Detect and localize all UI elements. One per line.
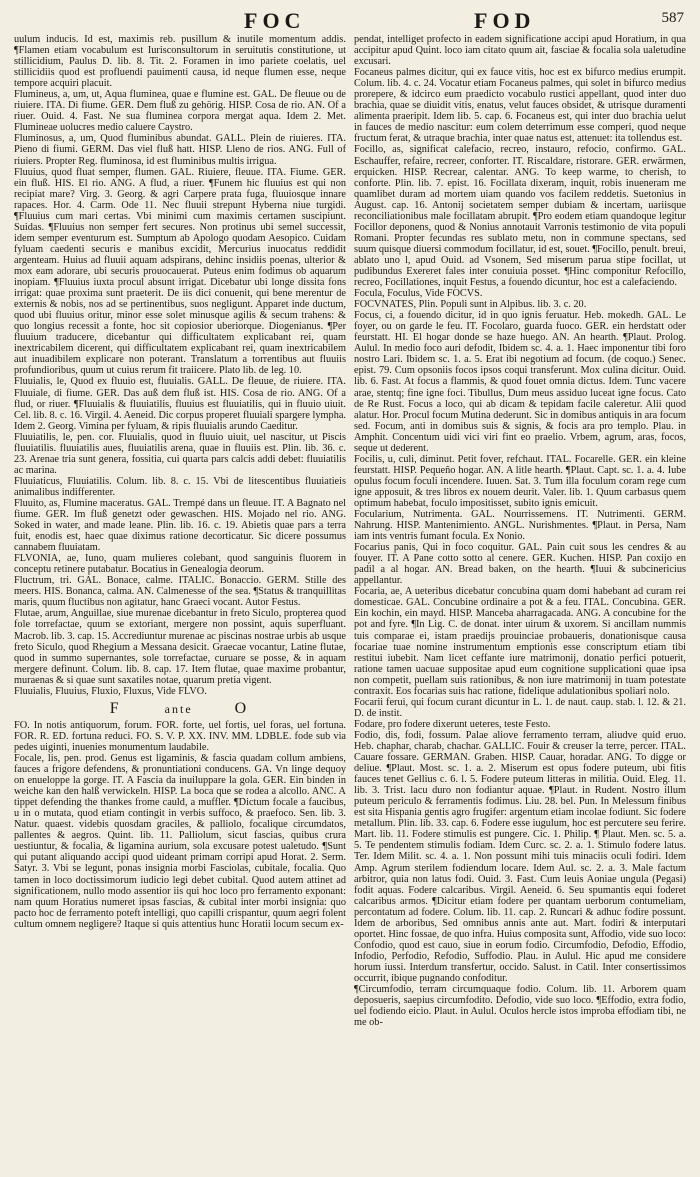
entry-paragraph: Focarii ferui, qui focum curant dicuntur in L. 1. de naut. caup. stab. l. 12. & 21. D. de instit.: [354, 696, 686, 719]
entry-paragraph: Fluuius, quod fluat semper, flumen. GAL. Riuiere, fleuue. ITA. Fiume. GER. ein fluß. HIS. El rio. ANG. A flud, a riuer. ¶Funem hic fluuius est qui non recipiat mare? Virg. 3. Georg. & agri Carpere prata fuga, fluuiosque innare rapaces. Hor. 4. Carm. Ode 11. Nec fluuii strepunt Hyberna niue turgidi. ¶Fluuius cum mari certas. Vbi minimi cum maximis certamen suscipiunt. Suidas. ¶Fluuius non semper fert secures. Non protinus ubi semel successit, idem semper eventurum est. Sumptum ab Apologo quodam Aesopico. Cuidam fyluam caedenti securis e manibus excidit, Mercurius inuocatus reddidit argenteam. Huius ad fluuii aquam adspirans, dehinc insidiis poenas, ulterior & mox eam adorare, ubi securis prouocauerat. Puteus enim fodimus ob aquarum inopiam. ¶Fluuius iuxta procul absunt irrigat. Dicebatur ubi longe dissita fons irrigat: quae proxima sunt praeterit. De iis dici conuenit, qui bene merentur de externis & nobis, nos ad se pertinentibus, suos negligunt. Apparet inde ductum, quod ubi fluuius oritur, minor esse solet minusque agilis & secum trahens: & quo longius recessit a fonte, hoc sit copiosior uberiorque. Diogenianus. ¶Per fluuium traducere, dicebantur qui difficultatem explicabant rei, quam inextricabilem dicerent, qui difficultatem explicabant rei, quam inextricabilem aut inuadibilem explicare non poterant. Translatum a torrentibus aut fluuiis profundioribus, quum ut cuius rerum fit traiicere. Plato lib. de leg. 10.: [14, 166, 346, 377]
entry-paragraph: Focale, lis, pen. prod. Genus est ligaminis, & fascia quadam collum ambiens, fauces a frigore defendens, & pronuntiationi conducens. GA. Vn linge dequoy on enueloppe la gorge. IT. A Fascia da inuiluppare la gola. GER. Ein binden in weiche kan den halß verwickeln. HISP. La boca que se rodea a alcollo. ANC. A tippet defending the thankes frome cauld, a muffler. ¶Dictum focale a faucibus, u in o mutata, quod etiam contingit in verbis suffoco, & praefoco. Sen. lib. 3. Natur. quaest. videbis quosdam graciles, & palliolo, focalique circumdatos, pallentes & aegros. Quint. lib. 11. Palliolum, sicut fascias, quibus crura uestiuntur, & focalia, & ligamina aurium, sola excusare potest ualetudo. ¶Sunt qui putant aliquando accipi quod uideant primam corripi apud Horat. 2. Serm. Satyr. 3. Vbi se legunt, ponas insignia morbi Fasciolas, cubitale, focalia. Quo tamen in loco doctissimorum iudicio legi debet cubital. Quod autem attinet ad significationem, nullo modo assentior iis qui hoc loco pro ferramento exponant: nam quum Horatius numeret ipsas fascias, & cubital inter morbi insignia: quo pacto hoc de ferramento poteft intelligi, quo capilli crispantur, quum aegri folent cultum omnem negligere? Itaque si quis attentius hunc Horatii locum secum ex-: [14, 753, 346, 930]
entry-paragraph: Fluuito, as, Flumine maceratus. GAL. Trempé dans un fleuue. IT. A Bagnato nel fiume. GER. Im fluß genetzt oder gewaschen. HIS. Mojado nel rio. ANG. Soked in water, and made leane. Plin. lib. 16. c. 19. Abietis quae pars a terra fuit, enodis est, haec quae diximus ratione decorticatur. Sic dicere possumus cannabem fluuiatam.: [14, 497, 346, 554]
entry-paragraph: Fluuialis, Fluuius, Fluxio, Fluxus, Vide FLVO.: [14, 685, 207, 697]
section-heading-part: O: [234, 699, 251, 717]
section-heading-part: ante: [164, 701, 193, 716]
entry-paragraph: Fluuiatilis, le, pen. cor. Fluuialis, quod in fluuio uiuit, uel nascitur, ut Piscis fluuiatilis. fluuiatilis aues, fluuiatilis arena, quae in fluuiis est. Plin. lib. 36. c. 23. Arenae tria sunt genera, fossitia, cui quarta pars calcis addi debet: fluuiatilis ac marina.: [14, 431, 346, 476]
entry-paragraph: Focillo, as, significat calefacio, recreo, instauro, refocio, confirmo. GAL. Eschauffer, refaire, recreer, conforter. IT. Riscaldare, ristorare. GER. erwärmen, erquicken. HISP. Recrear, calentar. ANG. To keep warme, to cherish, to conforte. Plin. lib. 7. epist. 16. Focillata dixeram, inquit, robis inueneram me quamlibet duram ad mortem uiam quando vos facilem reddetis. Suetonius in August. cap. 16. Antonij societatem semper dubiam & incertam, uariisque reconciliationibus male focillatam abrupit. ¶Pro eodem etiam quandoque legitur Focillor deponens, quod & Nonius annotauit Varronis testimonio de vita populi Romani. Propter fecundas res sublato metu, non in commune spectans, sed suum quisque diuersi commodum focillatur, id est, souet. ¶Focillo, penult. breui, ablato uno l, apud Ouid. ad Vsonem, Sed miserum parua stipe focillat, ut pudibundus Exereret fales inter conuiuia posset. ¶Hinc componitur Refocillo, recreo, Focillationes, inquit Festus, a fouendo dicuntur, hoc est a calefaciendo.: [354, 144, 686, 289]
entry-paragraph: Focaneus palmes dicitur, qui ex fauce vitis, hoc est ex bifurco medius erumpit. Colum. lib. 4. c. 24. Vocatur etiam Focaneus palmes, qui solet in bifurco medius prorepere, & idcirco eum praedicto vocabulo rustici appellant, quod inter duo brachia, quae se diuidit vitis, enatus, velut fauces obsidet, & utrisque duramenti alimenta praeripit. Idem lib. 5. cap. 6. Focaneus est, qui inter duo brachia uelut in fauces de medio nascitur: eum colem deterrimum esse comperi, quod neque fructum ferat, & utraque brachia, inter quae natus est, attenuet: ita tollendus est.: [354, 67, 686, 145]
entry-paragraph: Fluminosus, a, um, Quod fluminibus abundat. GALL. Plein de riuieres. ITA. Pieno di fiumi. GERM. Das viel fluß hatt. HISP. Lleno de rios. ANG. Full of riuiers. Propter Reg. fluminosa, id est fluminibus multis irrigua.: [14, 133, 346, 167]
right-column: [354, 34, 686, 1169]
entry-paragraph: Flutae, arum, Anguillae, siue murenae dicebantur in freto Siculo, propterea quod fole torrefactae, quum se extoriant, mergere non possint, aquis superfluant. Macrob. lib. 3. cap. 15. Accrediuntur murenae ac piscinas nostrae urbis ab usque freto Siculo, quod Rhegium a Messana desicit. Graecae vocantur, Latine flutae, quod in summo supernantes, sole torrefactae, curuare se posse, & in aquam mergere definunt. Colum. lib. 8. cap. 17. Item flutae, quae maxime probantur, muraenas & si quae sunt saxatiles notae, quarum pretia vigent.: [14, 608, 346, 686]
text-columns: [14, 34, 686, 1169]
entry-paragraph: Focarius panis, Qui in foco coquitur. GAL. Pain cuit sous les cendres & au fouyer. IT. A Pane cotto sotto al cenere. GER. Kuchen. HISP. Pan coxijo en padil a al hogar. AN. Bread baken, on the hearth. ¶Iuui & subcinericius appellantur.: [354, 542, 686, 587]
entry-paragraph: Fodare, pro fodere dixerunt ueteres, teste Festo.: [354, 718, 551, 730]
page-header: [14, 8, 686, 34]
right-headword: FOD: [474, 8, 536, 33]
entry-paragraph: FLVONIA, ae, Iuno, quam mulieres colebant, quod sanguinis fluorem in conceptu retinere putabatur. Bocatius in Genealogia deorum.: [14, 553, 346, 576]
left-headword: FOC: [244, 8, 306, 33]
section-heading-part: F: [109, 699, 123, 717]
entry-paragraph: ¶Circumfodio, terram circumquaque fodio. Colum. lib. 11. Arborem quam deposueris, saepius circumfodito. Defodio, vide suo loco. ¶Effodio, extra fodio, uel fodiendo eicio. Plaut. in Aulul. Oculos hercle istos improba effodiam tibi, ne me ob-: [354, 984, 686, 1029]
entry-paragraph: FO. In notis antiquorum, forum. FOR. forte, uel fortis, uel foras, uel fortuna. FOR. R. ED. fortuna reduci. FO. S. V. P. XX. INV. MM. LDBLE. fode sub via pedes uiginti, inuenies monumentum laudabile.: [14, 719, 346, 753]
entry-paragraph: FOCVNATES, Plin. Populi sunt in Alpibus. lib. 3. c. 20.: [354, 299, 587, 311]
entry-paragraph: Focus, ci, a fouendo dicitur, id in quo ignis feruatur. Heb. mokedh. GAL. Le foyer, ou on garde le feu. IT. Focolaro, guarda fuoco. GER. ein herdstatt oder feurstatt. HI. El hogar donde se haze huego. AN. An hearth. ¶Plaut. Prolog. Aulul. In medio foco auri defodit, Ibidem sc. 4. a. 1. Haec imponentur tibi foro nostro Lari. Ibidem sc. 1. a. 5. Erat ibi negotium ad focum. (de coquo.) Senec. epist. 79. Cum opsoniis focos ipsos coqui transferunt. Mox culina dicitur. Ouid. lib. 6. Fast. At focus a flammis, & quod fouet omnia dictus. Idem. Tunc vacere arae, stentq; fine igne foci. Tibullus, Dum meus assiduo luceat igne focus. Cato de Re Rust. Focus a loco, qui ab dicam & tepidam facile caleretur. Alii quod alatur. Hor. Procul focum Mutina dederunt. Sic in domibus antiquis in ara focum sed. Focum, anti in domibus suis & signis, & focis ara pro templo. Plau. in Amphit. Concentum uidi vici viri fint eo praelio. Vrbem, agrum, aras, focos, seque ut dederent.: [354, 310, 686, 454]
left-column: [14, 34, 346, 1169]
entry-paragraph: Focaria, ae, A ueteribus dicebatur concubina quam domi habebant ad curam rei domesticae. GAL. Concubine ordinaire a pot & a feu. ITAL. Concubina. GER. Ein kochin, ein mayd. HISP. Manceba aharragacada. ANG. A concubine for the pot and fyre. ¶In Lig. C. de donat. inter uirum & uxorem. Si ancillam nummis tuis comparae ei, istam praedijs prouinciae probaueris, donationisque causa focariae tuae nomine instrumentum emptionis esse conscriptum etiam tibi restitui iubebit. Nam licet ceffante iure matrimonij, donatio perfici potuerit, ratione tamen uacuae suppositae apud eum cognitione supplicationi quae ipsa non competit, puellam suis rationibus, & non iure matrimonij in tuam potestate contraxit. Eos focarias suis hac ratione, fidelique adulationibus spoliari nolo.: [354, 586, 686, 697]
entry-paragraph: Fluctrum, tri. GAL. Bonace, calme. ITALIC. Bonaccio. GERM. Stille des meers. HIS. Bonanca, calma. AN. Calmenesse of the sea. ¶Status & tranquillitas maris, quum fluctibus non agitatur, hanc Graeci vocant. Autor Festus.: [14, 575, 346, 609]
entry-paragraph: Flumineus, a, um, ut, Aqua fluminea, quae e flumine est. GAL. De fleuue ou de riuiere. ITA. Di fiume. GER. Dem fluß zu gehörig. HISP. Cosa de rio. AN. Of a riuer. Ouid. 4. Fast. Ne sua fluminea corpora mergat aqua. Idem 2. Met. Flumineae uolucres medio caluere Caystro.: [14, 89, 346, 134]
entry-paragraph: Focularium, Nutrimenta. GAL. Nourrissemens. IT. Nutrimenti. GERM. Nahrung. HISP. Mantenimiento. ANGL. Nurishmentes. ¶Plaut. in Persa, Nam iam ints ventris fumant focula. Ex Nonio.: [354, 509, 686, 543]
section-heading: [14, 699, 346, 717]
entry-paragraph: Focilis, u, culi, diminut. Petit fover, refchaut. ITAL. Focarelle. GER. ein kleine feurstatt. HISP. Pequeño hogar. AN. A litle hearth. ¶Plaut. Capt. sc. 1. a. 4. Iube opulus focum foculi incendere. Iuuen. Sat. 3. Tum illa foculum coram rege cum igne apposuit, & tres libros ex nouem deurit. Valer. lib. 1. Quum carbasus quem optimum habebat, foculo impositisset, subito ignis emicuit.: [354, 453, 686, 509]
entry-paragraph: uulum inducis. Id est, maximis reb. pusillum & inutile momentum addis. ¶Flamen etiam vocabulum est Iurisconsultorum in seruitutis constitutione, ut stillicidium, Paulus D. lib. 8. Tit. 2. Foramen in imo pariete coelatis, uel stillicidiis quod est profluendi pauimenti causa, id neque flumen esse, neque tempore acquiri placuit.: [14, 34, 346, 90]
entry-paragraph: Fluuialis, le, Quod ex fluuio est, fluuialis. GALL. De fleuue, de riuiere. ITA. Fluuiale, di fiume. GER. Das auß dem fluß ist. HIS. Cosa de rio. ANG. Of a flud, or riuer. ¶Fluuialis & fluuiatilis, fluuius est fluuiatilis, qui in fluuio uiuit. Cel. lib. 8. c. 16. Virgil. 4. Aeneid. Dic corpus properet fluuiali spargere lympha. Idem 2. Georg. Vimina per fyluam, & ripis fluuialis arundo Caeditur.: [14, 376, 346, 432]
entry-paragraph: Fluuiaticus, Fluuiatilis. Colum. lib. 8. c. 15. Vbi de litescentibus fluuiatieis animalibus indifferenter.: [14, 475, 346, 498]
entry-paragraph: Focula, Foculus, Vide FOCVS.: [354, 288, 483, 300]
entry-paragraph: Fodio, dis, fodi, fossum. Palae aliove ferramento terram, aliudve quid eruo. Heb. chaphar, charab, chachar. GALLIC. Fouir & creuser la terre, percer. ITAL. Cauare fossare. GERMAN. Graben. HISP. Cauar, horadar. ANG. To digge or deliue. ¶Plaut. Most. sc. 1. a. 2. Miserum est opus fodere puteum, ubi fitis fauces tenet Gellius c. 6. l. 5. Fodere puteum litteras in militia. Ouid. Eleg. 11. lib. 3. Trist. lacu duro non fodiantur aquae. ¶Plaut. in Rudent. Nostro illum puteum periculo & ferramentis fodimus. Liu. 28. bel. Pun. In Melessum finibus est sita Hispania gentis agro frugifer: argentum etiam incolae fodiunt. Sic fodere metallum. Plin. lib. 33. cap. 6. Fodere esse iugulum, hoc est percutere seu ferire. Mart. lib. 11. Fodere stimulis est pungere. Cic. 1. Philip. ¶ Plaut. Men. sc. 5. a. 5. Te pendentem stimulis fodiam. Idem Curc. sc. 2. a. 1. Stimulo fodere latus. Ter. Idem Milit. sc. 4. a. 1. Non possunt mihi tuis minaciis oculi fodiri. Idem Amp. Agrum sterilem fodiendum locare. Idem Aul. sc. 2. a. 3. Male factum arbitror, quia non latus fodi. Ouid. 3. Fast. Cum leuis Aoniae ungula (Pegasi) fodit aquas. Fodere calcaribus. Virgil. Aeneid. 6. Seu spumantis equi foderet calcaribus armos. ¶Dicitur etiam fodere per quantam uerborum contumeliam, percontatum ad fodere. Colum. lib. 11. cap. 2. Runcari & adhuc fodire possunt. Idem de arboribus, Sed omnibus annis ante aut. Mart. fodiri & interputari oportet. Hinc fossae, de quo infra. Huius composita sunt, Affodio, vide suo loco: Confodio, quod est cauo, siue in eorum fodio. Circumfodio, Defodio, Effodio, Infodio, Perfodio, Refodio, Suffodio. Plau. in Aulul. Hic apud me considere horum iussi. Interdum transfertur, occido. Salust. in Catil. Inter consertissimos occurrit, ibique pugnando confoditur.: [354, 729, 686, 984]
page-number: 587: [661, 10, 684, 26]
entry-paragraph: pendat, intelliget profecto in eadem significatione accipi apud Horatium, in qua accipitur apud Quint. loco iam citato quum ait, fasciae & focalia sola ualetudine excusari.: [354, 34, 686, 68]
